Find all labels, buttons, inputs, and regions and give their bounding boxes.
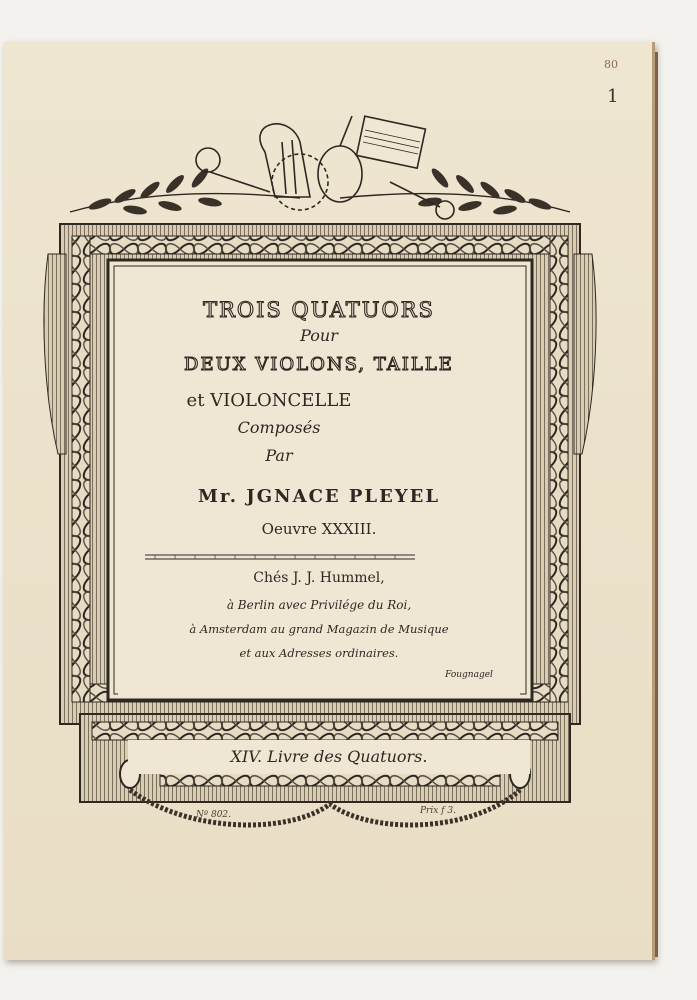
- instruments-crest-ornament: [60, 112, 580, 224]
- series-label: XIV. Livre des Quatuors.: [230, 747, 428, 766]
- series-label-panel: [128, 740, 530, 774]
- publisher-line-3: à Amsterdam au grand Magazin de Musique: [189, 622, 449, 636]
- title-deux-violons: DEUX VIOLONS, TAILLE: [184, 354, 454, 375]
- publisher-line-4: et aux Adresses ordinaires.: [239, 646, 399, 660]
- corner-pencil-note: 80: [604, 58, 618, 71]
- publisher-line-1: Chés J. J. Hummel,: [253, 570, 385, 586]
- engraver-signature: Fougnagel: [445, 670, 493, 680]
- opus-number: Oeuvre XXXIII.: [261, 520, 377, 538]
- composer-name: Mr. JGNACE PLEYEL: [197, 486, 441, 507]
- price-note: Prix f 3.: [420, 806, 456, 816]
- divider-rule-ornament: [145, 552, 415, 562]
- title-composes: Composés: [237, 418, 321, 437]
- page-number: 1: [607, 86, 619, 107]
- title-pour: Pour: [300, 326, 338, 345]
- publisher-line-2: à Berlin avec Privilége du Roi,: [226, 598, 412, 612]
- plate-number: Nº 802.: [196, 810, 232, 820]
- title-trois-quatuors: TROIS QUATUORS: [203, 298, 435, 322]
- title-par: Par: [265, 446, 293, 465]
- title-violoncelle: et VIOLONCELLE: [186, 390, 352, 411]
- title-text-panel: [118, 268, 520, 695]
